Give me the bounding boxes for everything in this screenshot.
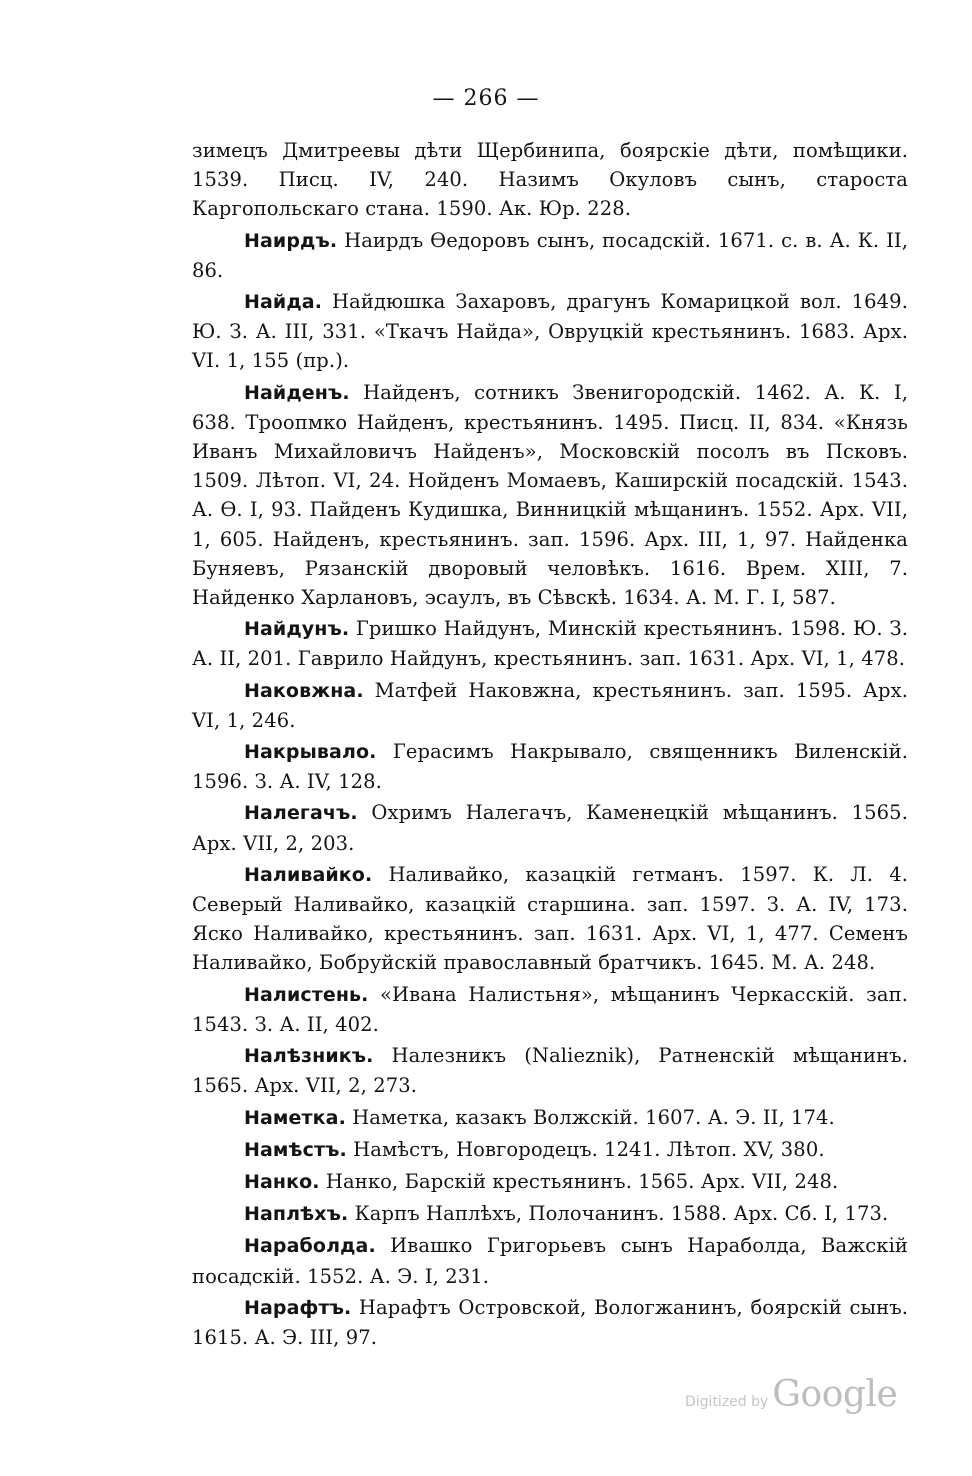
entry-nairde: [192, 226, 908, 285]
entry-heading: Найдунъ.: [244, 618, 350, 641]
entry-text: Охримъ Налегачъ, Каменецкій мѣщанинъ. 1565. Арх. VII, 2, 203.: [192, 801, 908, 855]
entry-heading: Наковжна.: [244, 679, 364, 702]
entry-nametka: [192, 1103, 908, 1133]
entry-naraft: [192, 1293, 908, 1352]
entry-nalivaiko: [192, 860, 908, 978]
entry-text: Герасимъ Накрывало, священникъ Виленскій. 1596. З. А. IV, 128.: [192, 740, 908, 794]
entry-heading: Наирдъ.: [244, 229, 338, 252]
entry-nakryvalo: [192, 737, 908, 796]
entry-naidun: [192, 614, 908, 673]
google-logo: Google: [772, 1374, 898, 1415]
entry-text: Намѣстъ, Новгородецъ. 1241. Лѣтоп. XV, 380.: [346, 1137, 825, 1161]
entry-text: Нарафтъ Островской, Вологжанинъ, боярскій сынъ. 1615. А. Э. III, 97.: [192, 1295, 908, 1349]
entry-naida: [192, 287, 908, 376]
entry-text: Гришко Найдунъ, Минскій крестьянинъ. 1598. Ю. З. А. II, 201. Гаврило Найдунъ, крестьянинъ. зап. 1631. Арх. VI, 1, 478.: [192, 617, 908, 671]
entry-heading: Накрывало.: [244, 741, 377, 764]
page-number: — 266 —: [432, 86, 540, 111]
entry-text: Нанко, Барскій крестьянинъ. 1565. Арх. VII, 248.: [319, 1169, 839, 1193]
entry-heading: Налегачъ.: [244, 802, 358, 825]
entry-nalisten: [192, 980, 908, 1039]
entry-text: Ивашко Григорьевъ сынъ Нараболда, Важскій посадскій. 1552. А. Э. I, 231.: [192, 1234, 908, 1288]
entry-heading: Нараболда.: [244, 1235, 376, 1258]
intro-paragraph: зимецъ Дмитреевы дѣти Щербинипа, боярскіе дѣти, помѣщики. 1539. Писц. IV, 240. Назимъ Окуловъ сынъ, староста Каргопольскаго стана. 1590. Ак. Юр. 228.: [192, 139, 908, 221]
digitized-by-google-watermark: [685, 1374, 897, 1415]
entry-text: Найденъ, сотникъ Звенигородскій. 1462. А. К. I, 638. Троопмко Найденъ, крестьянинъ. 1495. Писц. II, 834. «Князь Иванъ Михайловичъ Найденъ», Московскій посолъ въ Псковъ. 1509. Лѣтоп. VI, 24. Нойденъ Момаевъ, Каширскій посадскій. 1543. А. Ѳ. I, 93. Пайденъ Кудишка, Винницкій мѣщанинъ. 1552. Арх. VII, 1, 605. Найденъ, крестьянинъ. зап. 1596. Арх. III, 1, 97. Найденка Буняевъ, Рязанскій дворовый человѣкъ. 1616. Врем. XIII, 7. Найденко Харлановъ, эсаулъ, въ Сѣвскѣ. 1634. А. М. Г. I, 587.: [192, 380, 908, 610]
entry-text: Найдюшка Захаровъ, драгунъ Комарицкой вол. 1649. Ю. З. А. III, 331. «Ткачъ Найда», Овруцкій крестьянинъ. 1683. Арх. VI. 1, 155 (пр.).: [192, 290, 908, 373]
entry-heading: Наплѣхъ.: [244, 1203, 349, 1226]
entry-heading: Наливайко.: [244, 863, 373, 886]
entry-heading: Найденъ.: [244, 381, 350, 404]
entry-text: Матфей Наковжна, крестьянинъ. зап. 1595. Арх. VI, 1, 246.: [192, 678, 908, 732]
entry-namest: [192, 1135, 908, 1165]
entry-heading: Налѣзникъ.: [244, 1045, 374, 1068]
entry-naplekh: [192, 1199, 908, 1229]
entry-text: Наметка, казакъ Волжскій. 1607. А. Э. II, 174.: [345, 1105, 835, 1129]
watermark-digitized-text: Digitized by: [685, 1394, 769, 1410]
entry-text: «Ивана Налистьня», мѣщанинъ Черкасскій. зап. 1543. З. А. II, 402.: [192, 982, 908, 1036]
entry-narabolda: [192, 1231, 908, 1290]
entry-text: Наливайко, казацкій гетманъ. 1597. К. Л. 4. Северый Наливайко, казацкій старшина. зап. 1597. З. А. IV, 173. Яско Наливайко, крестьянинъ. зап. 1631. Арх. VI, 1, 477. Семенъ Наливайко, Бобруйскій православный братчикъ. 1645. М. А. 248.: [192, 862, 908, 975]
entry-heading: Намѣстъ.: [244, 1138, 347, 1161]
entry-text: Наирдъ Ѳедоровъ сынъ, посадскій. 1671. с. в. А. К. II, 86.: [192, 228, 908, 282]
entry-nakovzhna: [192, 676, 908, 735]
entry-text: Карпъ Наплѣхъ, Полочанинъ. 1588. Арх. Сб. I, 173.: [348, 1202, 889, 1226]
entry-nalieznik: [192, 1041, 908, 1100]
entry-text: Налезникъ (Nalieznik), Ратненскій мѣщанинъ. 1565. Арх. VII, 2, 273.: [192, 1044, 908, 1098]
entry-heading: Найда.: [244, 291, 323, 314]
page-text: [192, 136, 908, 1354]
entry-heading: Налистень.: [244, 983, 369, 1006]
entry-heading: Наметка.: [244, 1106, 346, 1129]
entry-nanko: [192, 1167, 908, 1197]
entry-naiden: [192, 378, 908, 613]
entry-nalegach: [192, 798, 908, 857]
entry-heading: Нарафтъ.: [244, 1296, 352, 1319]
entry-heading: Нанко.: [244, 1170, 320, 1193]
